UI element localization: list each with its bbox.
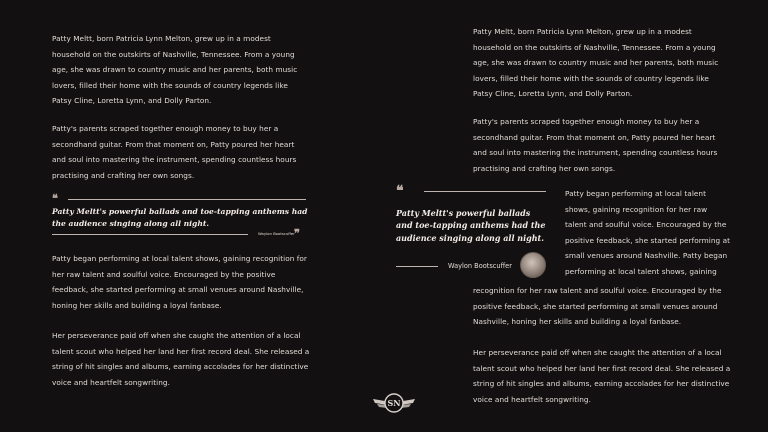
article-layout-left — [52, 0, 310, 432]
author-avatar — [520, 252, 546, 278]
article-paragraph-4: Her perseverance paid off when she caught the attention of a local talent scout who helped her land her first record deal. She released a string of hit singles and albums, earning accolades for her distinctive voice and heartfelt songwriting. — [473, 348, 731, 404]
article-paragraph-1: Patty Meltt, born Patricia Lynn Melton, grew up in a modest household on the outskirts of Nashville, Tennessee. From a young age, she was drawn to country music and her parents, both music lovers, filled their home with the sounds of country legends like Patsy Cline, Loretta Lynn, and Dolly Parton. — [473, 27, 719, 99]
pull-quote-text: Patty Meltt's powerful ballads and toe-tapping anthems had the audience singing along all night. — [396, 208, 546, 243]
wrapped-paragraph-below: recognition for her raw talent and soulful voice. Encouraged by the positive feedback, she started performing at small venues around Nashville, honing her skills and building a loyal fanbase. — [473, 286, 722, 327]
quote-author: Waylon Bootscuffer — [258, 231, 295, 236]
article-paragraph-2: Patty's parents scraped together enough money to buy her a secondhand guitar. From that moment on, Patty poured her heart and soul into mastering the instrument, spending countless hours practising and crafting her own songs. — [473, 117, 718, 173]
article-paragraph-1: Patty Meltt, born Patricia Lynn Melton, grew up in a modest household on the outskirts of Nashville, Tennessee. From a young age, she was drawn to country music and her parents, both music lovers, filled their home with the sounds of country legends like Patsy Cline, Loretta Lynn, and Dolly Parton. — [52, 34, 298, 106]
wrapped-paragraph-side: Patty began performing at local talent shows, gaining recognition for her raw talent and soulful voice. Encouraged by the positive feedback, she started performing at small venues around Nashville. Patty began performing at local talent shows, gaining — [565, 189, 731, 276]
article-paragraph-3: Patty began performing at local talent shows, gaining recognition for her raw talent and soulful voice. Encouraged by the positive feedback, she started performing at small venues around Nashville, honing her skills and building a loyal fanbase. — [52, 254, 307, 310]
quote-bottom-rule — [52, 234, 248, 235]
pull-quote-text: Patty Meltt's powerful ballads and toe-tapping anthems had the audience singing along all night. — [52, 207, 308, 228]
open-quote-icon: ❝ — [396, 183, 404, 199]
quote-top-rule — [68, 199, 306, 200]
quote-author: Waylon Bootscuffer — [448, 262, 512, 270]
article-paragraph-2: Patty's parents scraped together enough money to buy her a secondhand guitar. From that moment on, Patty poured her heart and soul into mastering the instrument, spending countless hours practising and crafting her own songs. — [52, 124, 297, 180]
open-quote-icon: ❝ — [52, 192, 58, 205]
quote-top-rule — [424, 191, 546, 192]
site-logo-icon — [371, 392, 417, 414]
close-quote-icon: ❞ — [294, 227, 300, 240]
article-paragraph-4: Her perseverance paid off when she caught the attention of a local talent scout who helped her land her first record deal. She released a string of hit singles and albums, earning accolades for her distinctive voice and heartfelt songwriting. — [52, 331, 310, 387]
logo-initials: SN — [387, 398, 401, 408]
quote-bottom-rule — [396, 266, 438, 267]
